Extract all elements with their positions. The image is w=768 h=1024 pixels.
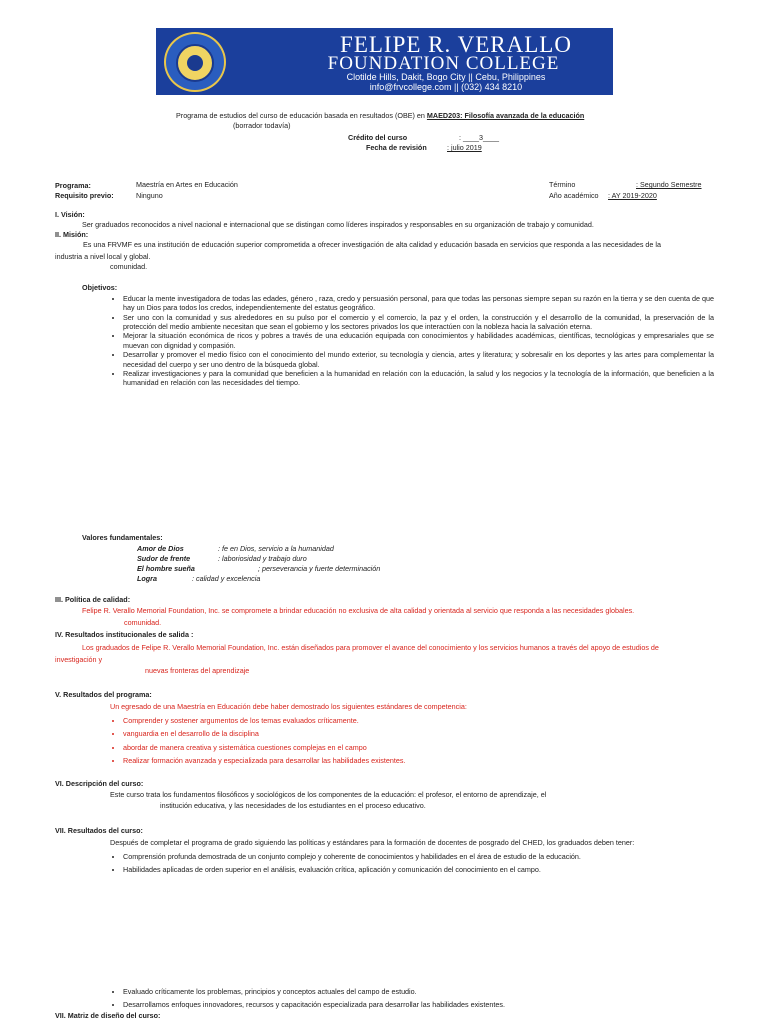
college-name-line2: FOUNDATION COLLEGE: [327, 53, 560, 74]
list-item: • Desarrollamos enfoques innovadores, recursos y capacitación especializada para desarrollar las habilidades existentes.: [123, 998, 723, 1011]
mission-text-line3: comunidad.: [110, 262, 148, 271]
mission-heading: II. Misión:: [55, 230, 89, 239]
core-values-heading: Valores fundamentales:: [82, 533, 163, 542]
institutional-outcomes-heading: IV. Resultados institucionales de salida :: [55, 630, 194, 639]
list-item: • Evaluado críticamente los problemas, principios y conceptos actuales del campo de estudio.: [123, 985, 723, 998]
college-contact: info@frvcollege.com || (032) 434 8210: [369, 82, 523, 92]
course-description-heading: VI. Descripción del curso:: [55, 779, 144, 788]
program-outcomes-list: [123, 714, 683, 767]
quality-policy-heading: III. Política de calidad:: [55, 595, 131, 604]
program-outcomes-heading: V. Resultados del programa:: [55, 690, 152, 699]
core-value-desc: : calidad y excelencia: [192, 574, 261, 583]
core-value-name: Amor de Dios: [137, 544, 184, 553]
list-item: • Desarrollar y promover el medio físico con el conocimiento del mundo exterior, su tecnología y ciencia, artes y literatura; y sobresalir en los deportes y las artes para complementar la necesidad del cuerpo y ser uno dentro de la búsqueda global.: [123, 350, 714, 369]
draft-note: (borrador todavía): [233, 121, 291, 130]
prereq-value: Ninguno: [136, 191, 163, 200]
course-outcomes-intro: Después de completar el programa de grado siguiendo las políticas y estándares para la formación de docentes de posgrado del CHED, los graduados deben tener:: [110, 838, 635, 847]
academic-year-value: : AY 2019-2020: [608, 191, 657, 200]
program-value: Maestría en Artes en Educación: [136, 180, 238, 189]
prereq-label: Requisito previo:: [55, 191, 114, 200]
course-outcomes-heading: VII. Resultados del curso:: [55, 826, 143, 835]
institutional-outcomes-text-line3: nuevas fronteras del aprendizaje: [145, 666, 250, 675]
program-label: Programa:: [55, 181, 91, 190]
course-matrix-heading: VII. Matriz de diseño del curso:: [55, 1011, 161, 1020]
revision-value: : julio 2019: [447, 143, 482, 152]
college-header-banner: [156, 28, 613, 95]
list-item: • Comprender y sostener argumentos de los temas evaluados críticamente.: [123, 714, 683, 727]
core-value-name: El hombre sueña: [137, 564, 195, 573]
credit-label: Crédito del curso: [348, 133, 408, 142]
vision-heading: I. Visión:: [55, 210, 85, 219]
core-value-name: Sudor de frente: [137, 554, 191, 563]
credit-value: : ____3____: [459, 133, 499, 142]
objectives-list: [123, 294, 714, 388]
list-item: • Ser uno con la comunidad y sus alrededores en su pulso por el comercio y el comercio, la paz y el orden, la construcción y el desarrollo de la comunidad, la preservación de la protección del medio ambiente necesitan que sean el gobierno y los sectores privados los que interactúen con la nobleza hacia la salvación eterna.: [123, 313, 714, 332]
program-outcomes-intro: Un egresado de una Maestría en Educación debe haber demostrado los siguientes estándares de competencia:: [110, 702, 467, 711]
term-value: : Segundo Semestre: [636, 180, 702, 189]
course-description-line2: institución educativa, y las necesidades de los estudiantes en el proceso educativo.: [160, 801, 426, 810]
core-value-name: Logra: [137, 574, 157, 583]
syllabus-title-line: [176, 111, 606, 120]
objectives-heading: Objetivos:: [82, 283, 118, 292]
quality-policy-text-line2: comunidad.: [124, 618, 162, 627]
mission-text-line1: Es una FRVMF es una institución de educación superior comprometida a ofrecer investigación de alta calidad y educación basada en servicios que responda a las necesidades de la: [83, 240, 662, 249]
college-name-line1: FELIPE R. VERALLO: [340, 32, 572, 57]
course-description-line1: Este curso trata los fundamentos filosóficos y sociológicos de los componentes de la educación: el profesor, el entorno de aprendizaje, el: [110, 790, 547, 799]
term-label: Término: [549, 180, 576, 189]
core-value-desc: : fe en Dios, servicio a la humanidad: [218, 544, 334, 553]
list-item: • Educar la mente investigadora de todas las edades, género , raza, credo y persuasión personal, para que todas las personas siempre sepan su razón en la tierra y se den cuenta de que hay un Dios para todos los credos, independientemente del estatus geográfico.: [123, 294, 714, 313]
list-item: • abordar de manera creativa y sistemática cuestiones complejas en el campo: [123, 741, 683, 754]
institutional-outcomes-text-line1: Los graduados de Felipe R. Verallo Memorial Foundation, Inc. están diseñados para promover el avance del conocimiento y los servicios humanos a través del apoyo de estudios de: [82, 643, 659, 652]
list-item: • Comprensión profunda demostrada de un conjunto complejo y coherente de conocimientos y habilidades en el área de estudio de la educación.: [123, 850, 723, 863]
quality-policy-text-line1: Felipe R. Verallo Memorial Foundation, Inc. se compromete a brindar educación no exclusiva de alta calidad y orientada al servicio que responda a las necesidades globales.: [82, 606, 635, 615]
list-item: • vanguardia en el desarrollo de la disciplina: [123, 727, 683, 740]
list-item: • Mejorar la situación económica de ricos y pobres a través de una educación equipada con conocimientos y habilidades académicas, científicas, tecnológicas y empresariales que se muevan con dignidad y compasión.: [123, 331, 714, 350]
list-item: • Realizar investigaciones y para la comunidad que beneficien a la humanidad en relación con la educación, la salud y los negocios y la tecnología de la información, que beneficien a la humanidad en relación con las necesidades del tiempo.: [123, 369, 714, 388]
course-title: MAED203: Filosofía avanzada de la educación: [426, 111, 585, 120]
core-value-desc: : laboriosidad y trabajo duro: [218, 554, 307, 563]
academic-year-label: Año académico: [549, 191, 599, 200]
vision-text: Ser graduados reconocidos a nivel nacional e internacional que se distingan como líderes inspirados y responsables en su organización de trabajo y comunidad.: [82, 220, 594, 229]
core-value-desc: ; perseverancia y fuerte determinación: [258, 564, 381, 573]
course-outcomes-list-continued: [123, 985, 723, 1012]
list-item: • Realizar formación avanzada y especializada para desarrollar las habilidades existentes.: [123, 754, 683, 767]
mission-text-line2: industria a nivel local y global.: [55, 252, 151, 261]
college-address: Clotilde Hills, Dakit, Bogo City || Cebu, Philippines: [346, 72, 546, 82]
college-seal-icon: [164, 32, 226, 92]
course-outcomes-list: [123, 850, 723, 877]
list-item: • Habilidades aplicadas de orden superior en el análisis, evaluación crítica, aplicación y comunicación del conocimiento en el campo.: [123, 863, 723, 876]
institutional-outcomes-text-line2: investigación y: [55, 655, 103, 664]
revision-label: Fecha de revisión: [366, 143, 427, 152]
syllabus-title-prefix: Programa de estudios del curso de educación basada en resultados (OBE) en: [176, 111, 427, 120]
